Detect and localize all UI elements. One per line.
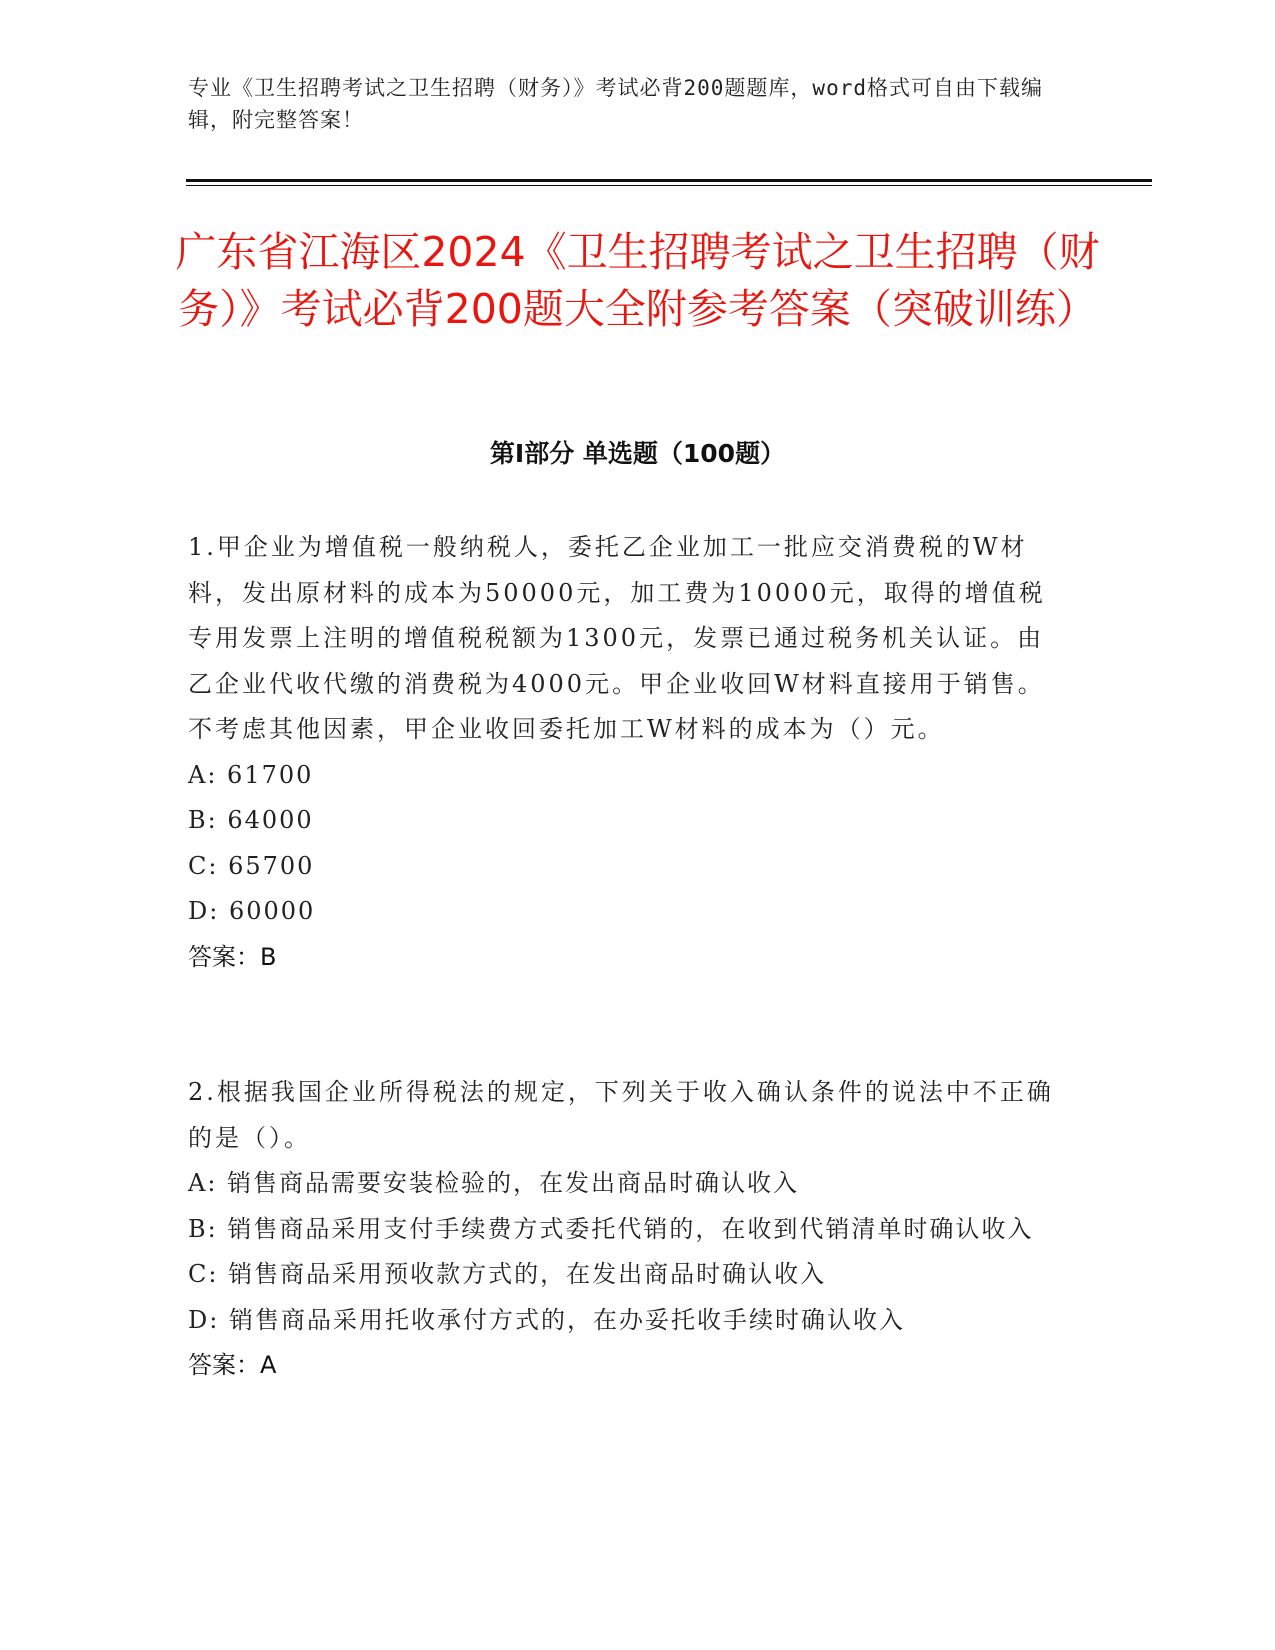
- option-a: A: 销售商品需要安装检验的，在发出商品时确认收入: [188, 1169, 800, 1197]
- section-heading: 第Ⅰ部分 单选题（100题）: [489, 439, 786, 468]
- answer: 答案：B: [188, 942, 277, 971]
- option-d: D: 60000: [188, 897, 316, 925]
- question-stem: 1.甲企业为增值税一般纳税人，委托乙企业加工一批应交消费税的W材料，发出原材料的成本为50000元，加工费为10000元，取得的增值税专用发票上注明的增值税税额为1300元，发票已通过税务机关认证。由乙企业代收代缴的消费税为4000元。甲企业收回W材料直接用于销售。不考虑其他因素，甲企业收回委托加工W材料的成本为（）元。: [188, 533, 1046, 743]
- question-2: [188, 1070, 1068, 1389]
- question-1: [188, 525, 1068, 980]
- option-a: A: 61700: [188, 760, 314, 789]
- document-title: 广东省江海区2024《卫生招聘考试之卫生招聘（财务）》考试必背200题大全附参考答案（突破训练）: [175, 228, 1100, 333]
- header-rule-thin: [186, 185, 1152, 186]
- option-b: B: 销售商品采用支付手续费方式委托代销的，在收到代销清单时确认收入: [188, 1214, 1034, 1243]
- header-rule-thick: [186, 179, 1152, 182]
- option-c: C: 销售商品采用预收款方式的，在发出商品时确认收入: [188, 1260, 827, 1288]
- header-note: 专业《卫生招聘考试之卫生招聘（财务）》考试必背200题题库，word格式可自由下载编辑，附完整答案！: [188, 76, 1043, 132]
- option-d: D: 销售商品采用托收承付方式的，在办妥托收手续时确认收入: [188, 1305, 905, 1334]
- option-b: B: 64000: [188, 806, 314, 834]
- answer: 答案：A: [188, 1351, 277, 1379]
- option-c: C: 65700: [188, 851, 315, 880]
- question-stem: 2.根据我国企业所得税法的规定，下列关于收入确认条件的说法中不正确的是（）。: [188, 1078, 1054, 1152]
